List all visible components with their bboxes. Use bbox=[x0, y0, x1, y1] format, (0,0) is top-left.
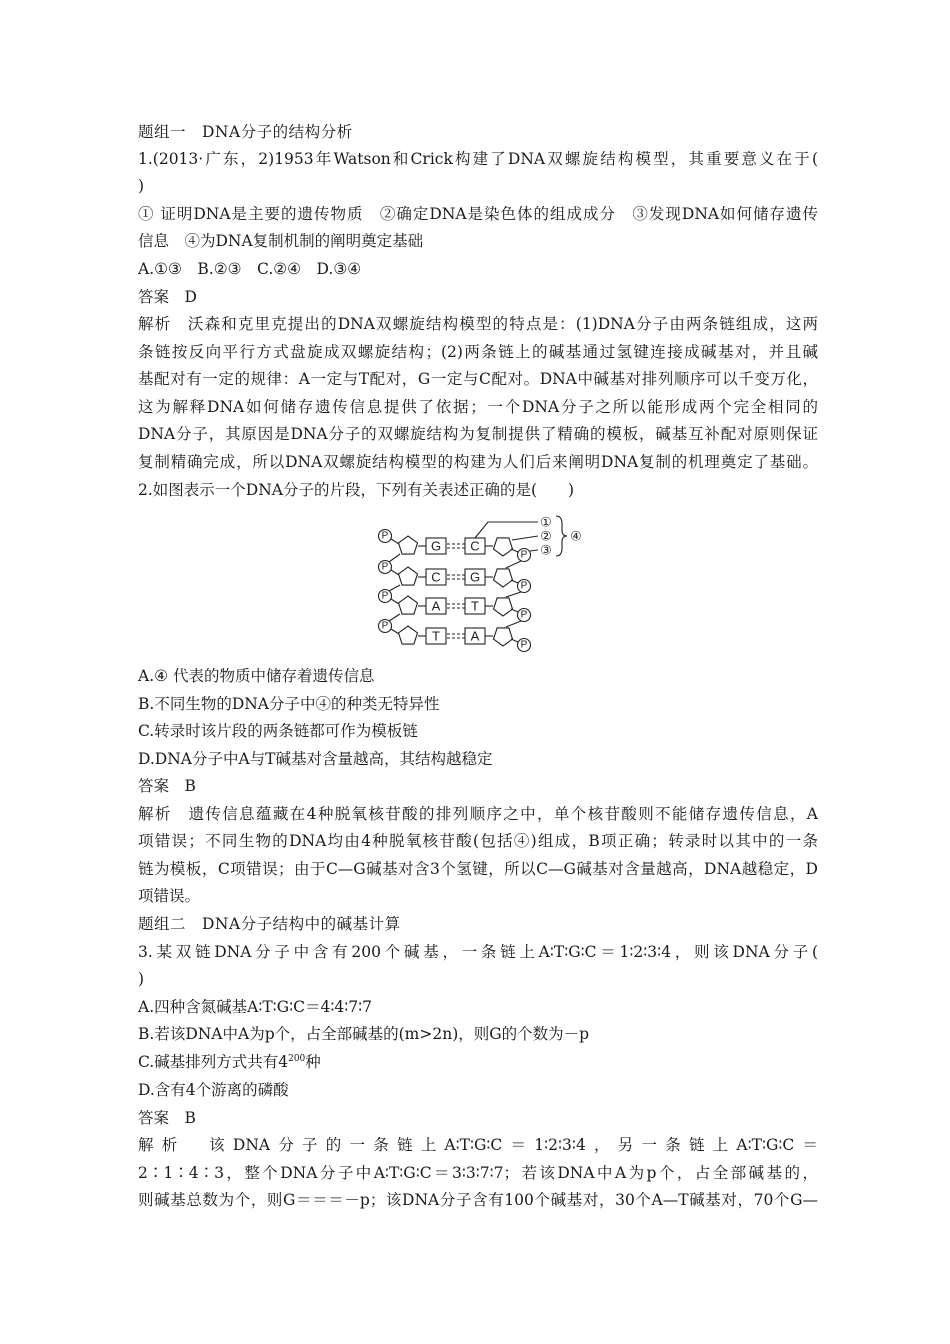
base-right-label: G bbox=[469, 569, 481, 585]
q3-option-c bbox=[138, 1052, 818, 1075]
base-right-label: C bbox=[470, 538, 480, 554]
q2-option-c: C.转录时该片段的两条链都可作为模板链 bbox=[138, 722, 418, 740]
phosphate-right-label: P bbox=[520, 580, 528, 592]
backbone-link-left bbox=[389, 554, 400, 562]
q3-stem-line1: 3.某双链DNA分子中含有200个碱基，一条链上A∶T∶G∶C＝1∶2∶3∶4，则该DNA分子( bbox=[138, 943, 818, 961]
deoxyribose-left bbox=[399, 596, 418, 614]
deoxyribose-left bbox=[399, 626, 418, 644]
q3-option-b: B.若该DNA中A为p个，占全部碱基的(m>2n)，则G的个数为－p bbox=[138, 1025, 590, 1043]
q1-stem-line1: 1.(2013·广东，2)1953年Watson和Crick构建了DNA双螺旋结构模型，其重要意义在于( bbox=[138, 150, 818, 168]
q1-answer: 答案 D bbox=[138, 288, 197, 306]
phosphate-left-label: P bbox=[381, 590, 389, 602]
q1-statements-line2: 信息 ④为DNA复制机制的阐明奠定基础 bbox=[138, 232, 424, 250]
group1-title: 题组一 DNA分子的结构分析 bbox=[138, 123, 353, 141]
base-left-label: A bbox=[431, 598, 441, 614]
q1-analysis-line: 这为解释DNA如何储存遗传信息提供了依据；一个DNA分子之所以能形成两个完全相同的 bbox=[138, 398, 818, 416]
phosphodiester-bond bbox=[391, 570, 399, 575]
q2-analysis-line: 项错误。 bbox=[138, 887, 201, 905]
base-left-label: G bbox=[430, 538, 442, 554]
q3-stem-line2: ) bbox=[138, 970, 145, 988]
group2-title: 题组二 DNA分子结构中的碱基计算 bbox=[138, 915, 401, 933]
label-2: ② bbox=[540, 528, 552, 544]
phosphodiester-bond bbox=[391, 629, 399, 634]
phosphate-left-label: P bbox=[381, 561, 389, 573]
q2-stem: 2.如图表示一个DNA分子的片段，下列有关表述正确的是( ) bbox=[138, 481, 575, 499]
deoxyribose-right bbox=[494, 598, 513, 616]
leader-line-3 bbox=[530, 550, 538, 551]
q2-answer: 答案 B bbox=[138, 777, 196, 795]
q2-analysis-line: 解析 遗传信息蕴藏在4种脱氧核苷酸的排列顺序之中，单个核苷酸则不能储存遗传信息，A bbox=[138, 805, 818, 823]
q1-analysis-line: 复制精确完成，所以DNA双螺旋结构模型的构建为人们后来阐明DNA复制的机理奠定了基础。 bbox=[138, 453, 818, 471]
q3-analysis-line: 则碱基总数为个，则G＝＝＝－p；该DNA分子含有100个碱基对，30个A—T碱基对，70个G— bbox=[138, 1191, 818, 1209]
base-left-label: T bbox=[432, 628, 440, 644]
phosphate-right-label: P bbox=[520, 639, 528, 651]
phosphodiester-bond bbox=[511, 639, 518, 642]
backbone-link-right bbox=[506, 592, 521, 597]
q3-option-c-exponent: 200 bbox=[288, 1054, 306, 1064]
deoxyribose-left bbox=[399, 536, 418, 554]
phosphodiester-bond bbox=[511, 580, 518, 583]
q1-analysis-line: DNA分子，其原因是DNA分子的双螺旋结构为复制提供了精确的模板，碱基互补配对原则保证 bbox=[138, 425, 818, 443]
q3-option-c-unit: 种 bbox=[305, 1053, 321, 1071]
base-right-label: A bbox=[470, 628, 480, 644]
q1-analysis-line: 解析 沃森和克里克提出的DNA双螺旋结构模型的特点是：(1)DNA分子由两条链组成，这两 bbox=[138, 315, 818, 333]
q2-option-b: B.不同生物的DNA分子中④的种类无特异性 bbox=[138, 695, 440, 713]
q1-statements-line1: ① 证明DNA是主要的遗传物质 ②确定DNA是染色体的组成成分 ③发现DNA如何储存遗传 bbox=[138, 205, 818, 223]
leader-line-2 bbox=[512, 536, 538, 540]
q3-analysis-line: 解析 该DNA分子的一条链上A∶T∶G∶C＝1∶2∶3∶4，另一条链上A∶T∶G∶C＝ bbox=[138, 1136, 818, 1154]
backbone-link-left bbox=[389, 614, 400, 621]
deoxyribose-right bbox=[494, 538, 513, 556]
q3-option-a: A.四种含氮碱基A∶T∶G∶C＝4∶4∶7∶7 bbox=[138, 998, 373, 1016]
q2-analysis-line: 链为模板，C项错误；由于C—G碱基对含3个氢键，所以C—G碱基对含量越高，DNA越稳定，D bbox=[138, 860, 818, 878]
q3-option-c-text: C.碱基排列方式共有4 bbox=[138, 1053, 289, 1071]
base-right-label: T bbox=[471, 598, 479, 614]
base-left-label: C bbox=[431, 569, 441, 585]
q2-option-a: A.④ 代表的物质中储存着遗传信息 bbox=[138, 667, 375, 685]
phosphate-right-label: P bbox=[520, 609, 528, 621]
q1-analysis-line: 基配对有一定的规律：A一定与T配对，G一定与C配对。DNA中碱基对排列顺序可以千变万化， bbox=[138, 370, 818, 388]
q1-analysis-line: 条链按反向平行方式盘旋成双螺旋结构；(2)两条链上的碱基通过氢键连接成碱基对，并且碱 bbox=[138, 343, 818, 361]
q2-option-d: D.DNA分子中A与T碱基对含量越高，其结构越稳定 bbox=[138, 750, 493, 768]
deoxyribose-right bbox=[494, 569, 513, 587]
q3-analysis-line: 2∶1∶4∶3，整个DNA分子中A∶T∶G∶C＝3∶3∶7∶7；若该DNA中A为p个，占全部碱基的， bbox=[138, 1164, 818, 1182]
q3-answer: 答案 B bbox=[138, 1109, 196, 1127]
phosphodiester-bond bbox=[511, 549, 518, 552]
dna-fragment-diagram bbox=[370, 510, 600, 662]
label-3: ③ bbox=[540, 542, 552, 558]
phosphate-left-label: P bbox=[381, 620, 389, 632]
phosphodiester-bond bbox=[391, 539, 399, 544]
deoxyribose-right bbox=[494, 628, 513, 646]
backbone-link-right bbox=[506, 561, 521, 568]
q1-stem-line2: ) bbox=[138, 177, 145, 195]
label-4: ④ bbox=[570, 528, 582, 544]
label-1: ① bbox=[540, 514, 552, 530]
phosphodiester-bond bbox=[391, 599, 399, 604]
deoxyribose-left bbox=[399, 567, 418, 585]
q1-options: A.①③ B.②③ C.②④ D.③④ bbox=[138, 260, 362, 278]
backbone-link-right bbox=[506, 621, 521, 627]
phosphodiester-bond bbox=[511, 609, 518, 612]
brace bbox=[556, 516, 567, 556]
leader-line-1 bbox=[475, 522, 538, 538]
phosphate-right-label: P bbox=[520, 549, 528, 561]
backbone-link-left bbox=[389, 585, 400, 591]
q2-analysis-line: 项错误；不同生物的DNA均由4种脱氧核苷酸(包括④)组成，B项正确；转录时以其中的一条 bbox=[138, 832, 818, 850]
q3-option-d: D.含有4个游离的磷酸 bbox=[138, 1081, 289, 1099]
phosphate-left-label: P bbox=[381, 530, 389, 542]
